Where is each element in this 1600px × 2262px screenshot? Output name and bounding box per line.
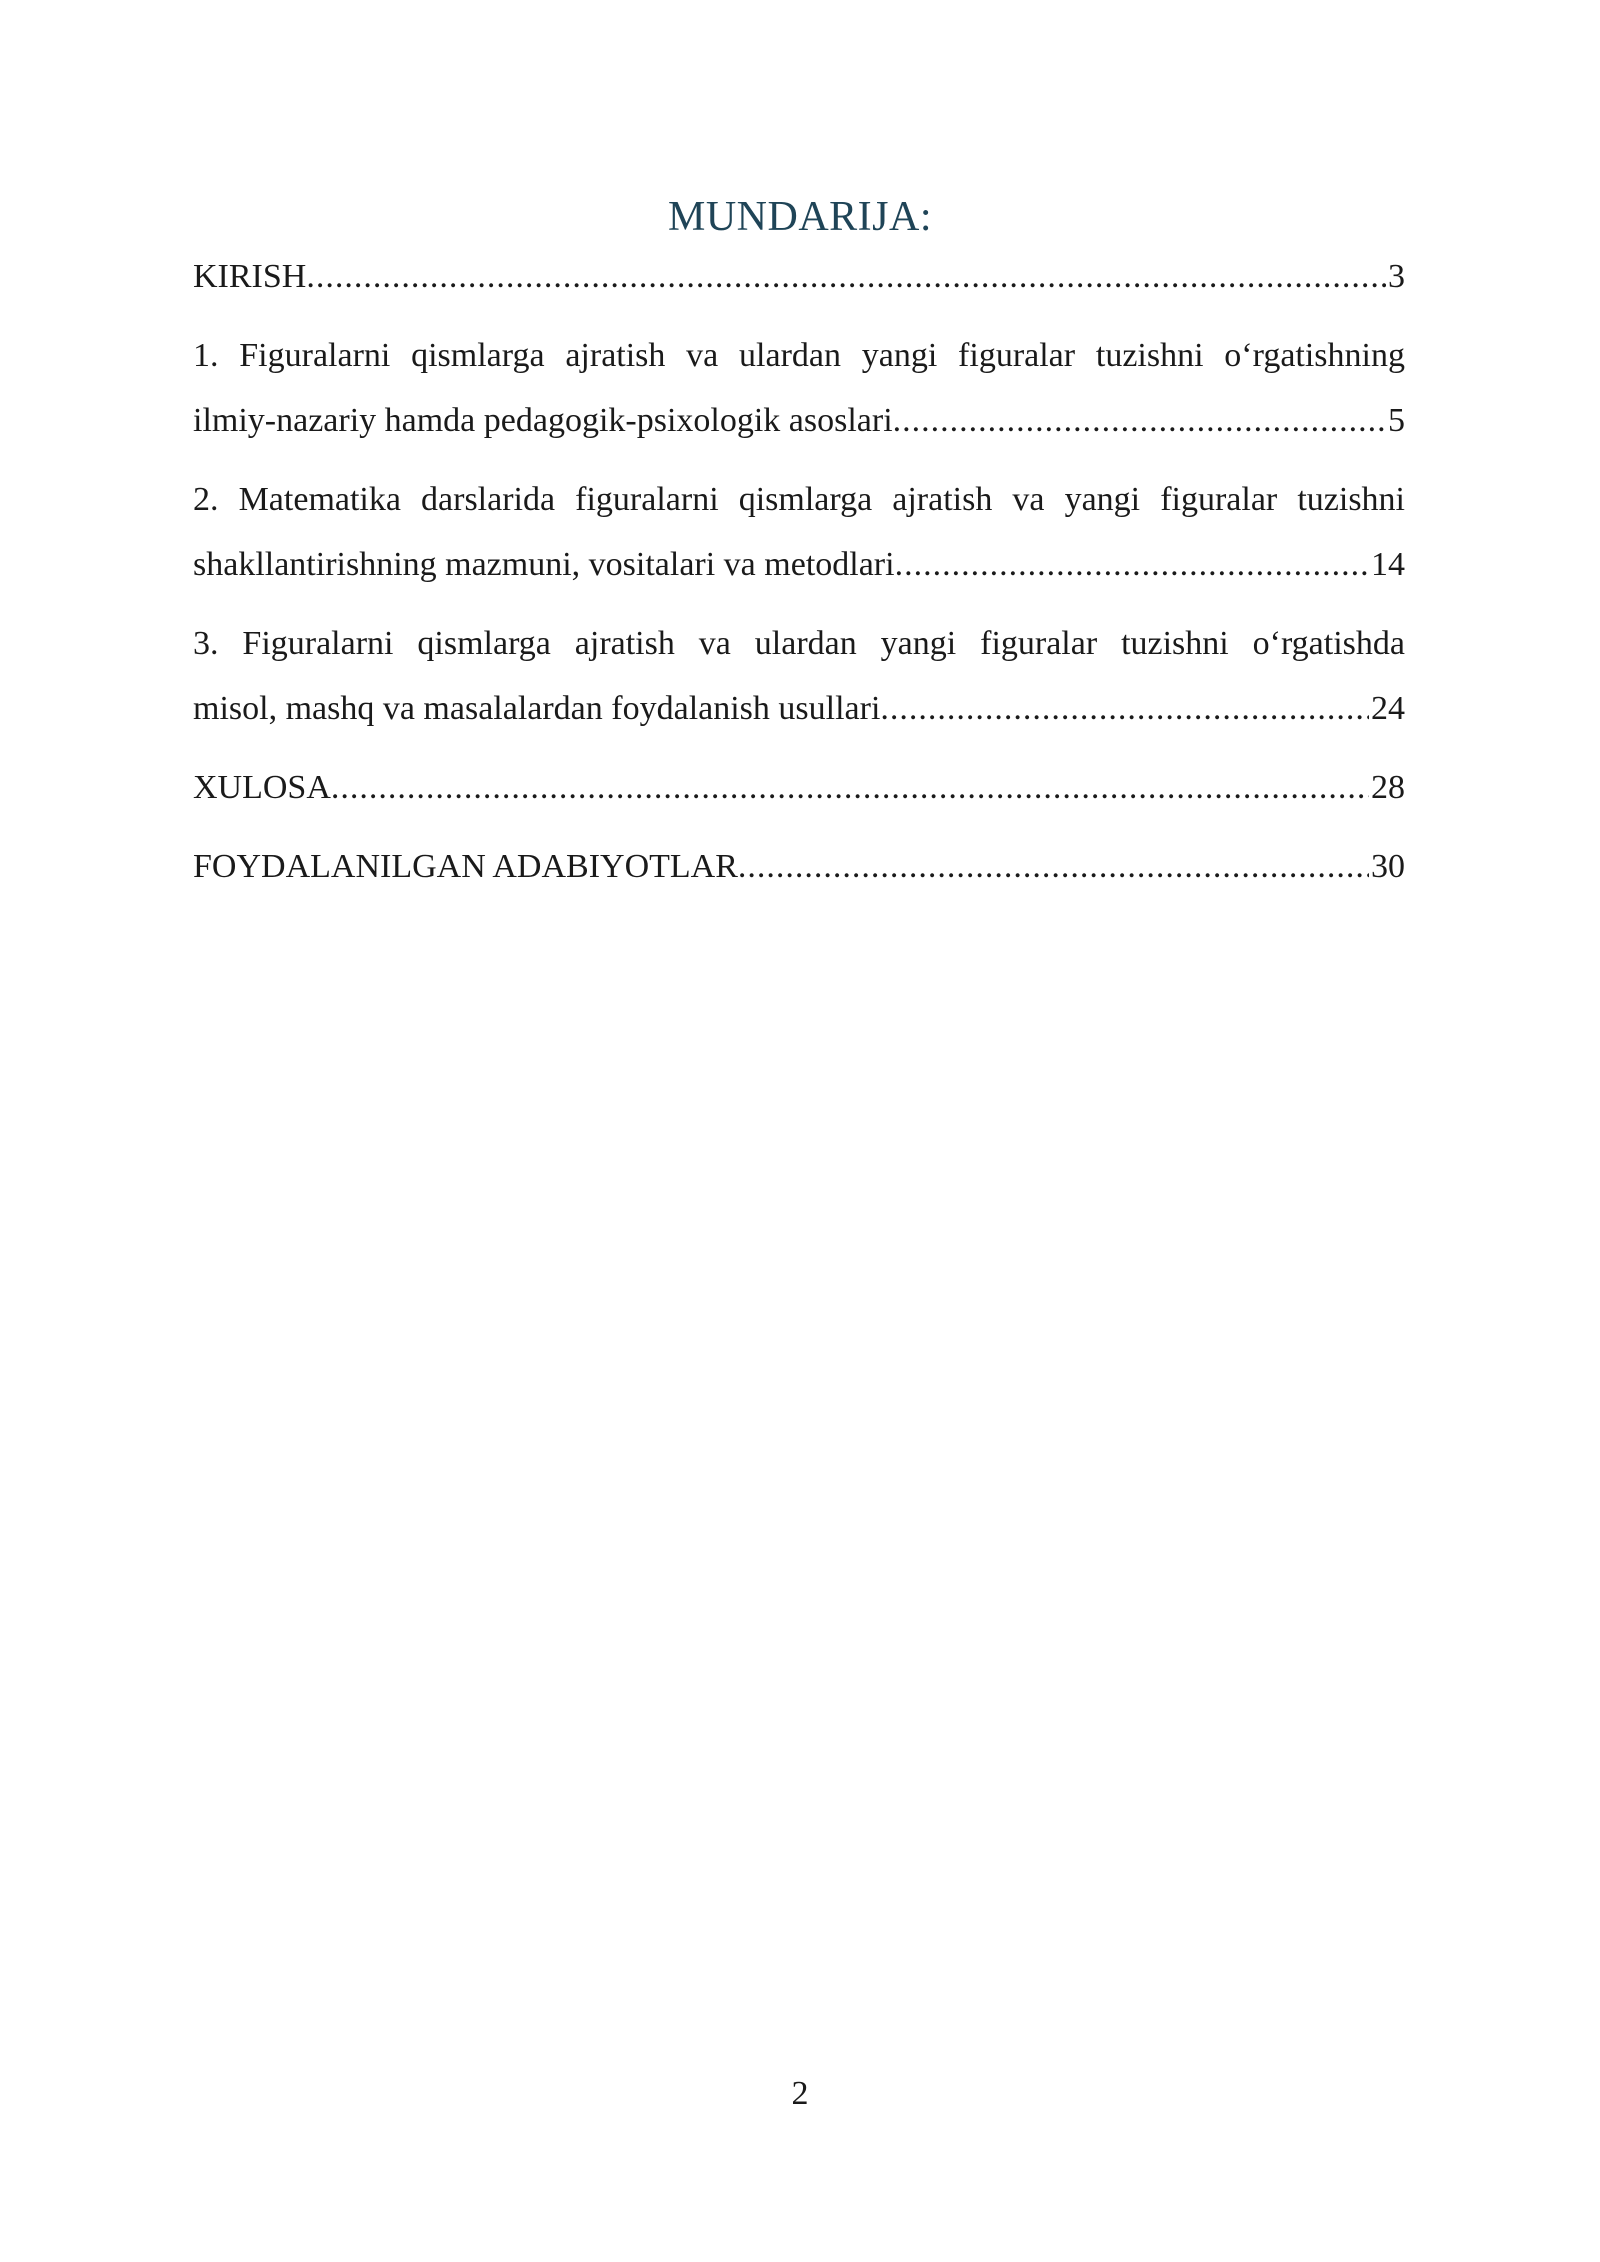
toc-entry-line [193, 388, 1405, 453]
toc-entry-title: KIRISH [193, 258, 307, 295]
toc-entry-xulosa[interactable] [193, 755, 1405, 820]
toc-entry-line [193, 834, 1405, 899]
toc-entry-title-line-1: 3. Figuralarni qismlarga ajratish va ulardan yangi figuralar tuzishni o‘rgatishda [193, 625, 1405, 662]
toc-leader-dots [895, 532, 1369, 597]
toc-leader-dots [306, 244, 1386, 309]
toc-leader-dots [893, 388, 1386, 453]
toc-entry-page: 28 [1371, 769, 1405, 806]
toc-entry-title-line-1: 1. Figuralarni qismlarga ajratish va ulardan yangi figuralar tuzishni o‘rgatishning [193, 337, 1405, 374]
toc-entry-page: 24 [1371, 690, 1405, 727]
toc-entry-line [193, 676, 1405, 741]
toc-leader-dots [331, 755, 1369, 820]
toc-entry-title-line-2: shakllantirishning mazmuni, vositalari va metodlari [193, 546, 895, 583]
toc-entry-line [193, 244, 1405, 309]
toc-entry-line [193, 532, 1405, 597]
table-of-contents [193, 244, 1405, 899]
toc-leader-dots [880, 676, 1369, 741]
toc-title: MUNDARIJA: [667, 194, 932, 240]
toc-entry-page: 5 [1388, 402, 1405, 439]
toc-entry-title-line-2: misol, mashq va masalalardan foydalanish usullari [193, 690, 881, 727]
toc-entry-title: XULOSA [193, 769, 331, 806]
toc-entry-chapter-1[interactable] [193, 323, 1405, 453]
toc-entry-title-line-2: ilmiy-nazariy hamda pedagogik-psixologik asoslari [193, 402, 893, 439]
toc-entry-chapter-3[interactable] [193, 611, 1405, 741]
toc-entry-references[interactable] [193, 834, 1405, 899]
toc-entry-line [193, 755, 1405, 820]
toc-entry-page: 14 [1371, 546, 1405, 583]
toc-entry-kirish[interactable] [193, 244, 1405, 309]
toc-entry-title: FOYDALANILGAN ADABIYOTLAR [193, 848, 738, 885]
toc-entry-chapter-2[interactable] [193, 467, 1405, 597]
toc-entry-title-line-1: 2. Matematika darslarida figuralarni qismlarga ajratish va yangi figuralar tuzishni [193, 481, 1405, 518]
toc-entry-page: 30 [1371, 848, 1405, 885]
toc-entry-page: 3 [1388, 258, 1405, 295]
toc-leader-dots [738, 834, 1369, 899]
page-number: 2 [791, 2075, 809, 2112]
